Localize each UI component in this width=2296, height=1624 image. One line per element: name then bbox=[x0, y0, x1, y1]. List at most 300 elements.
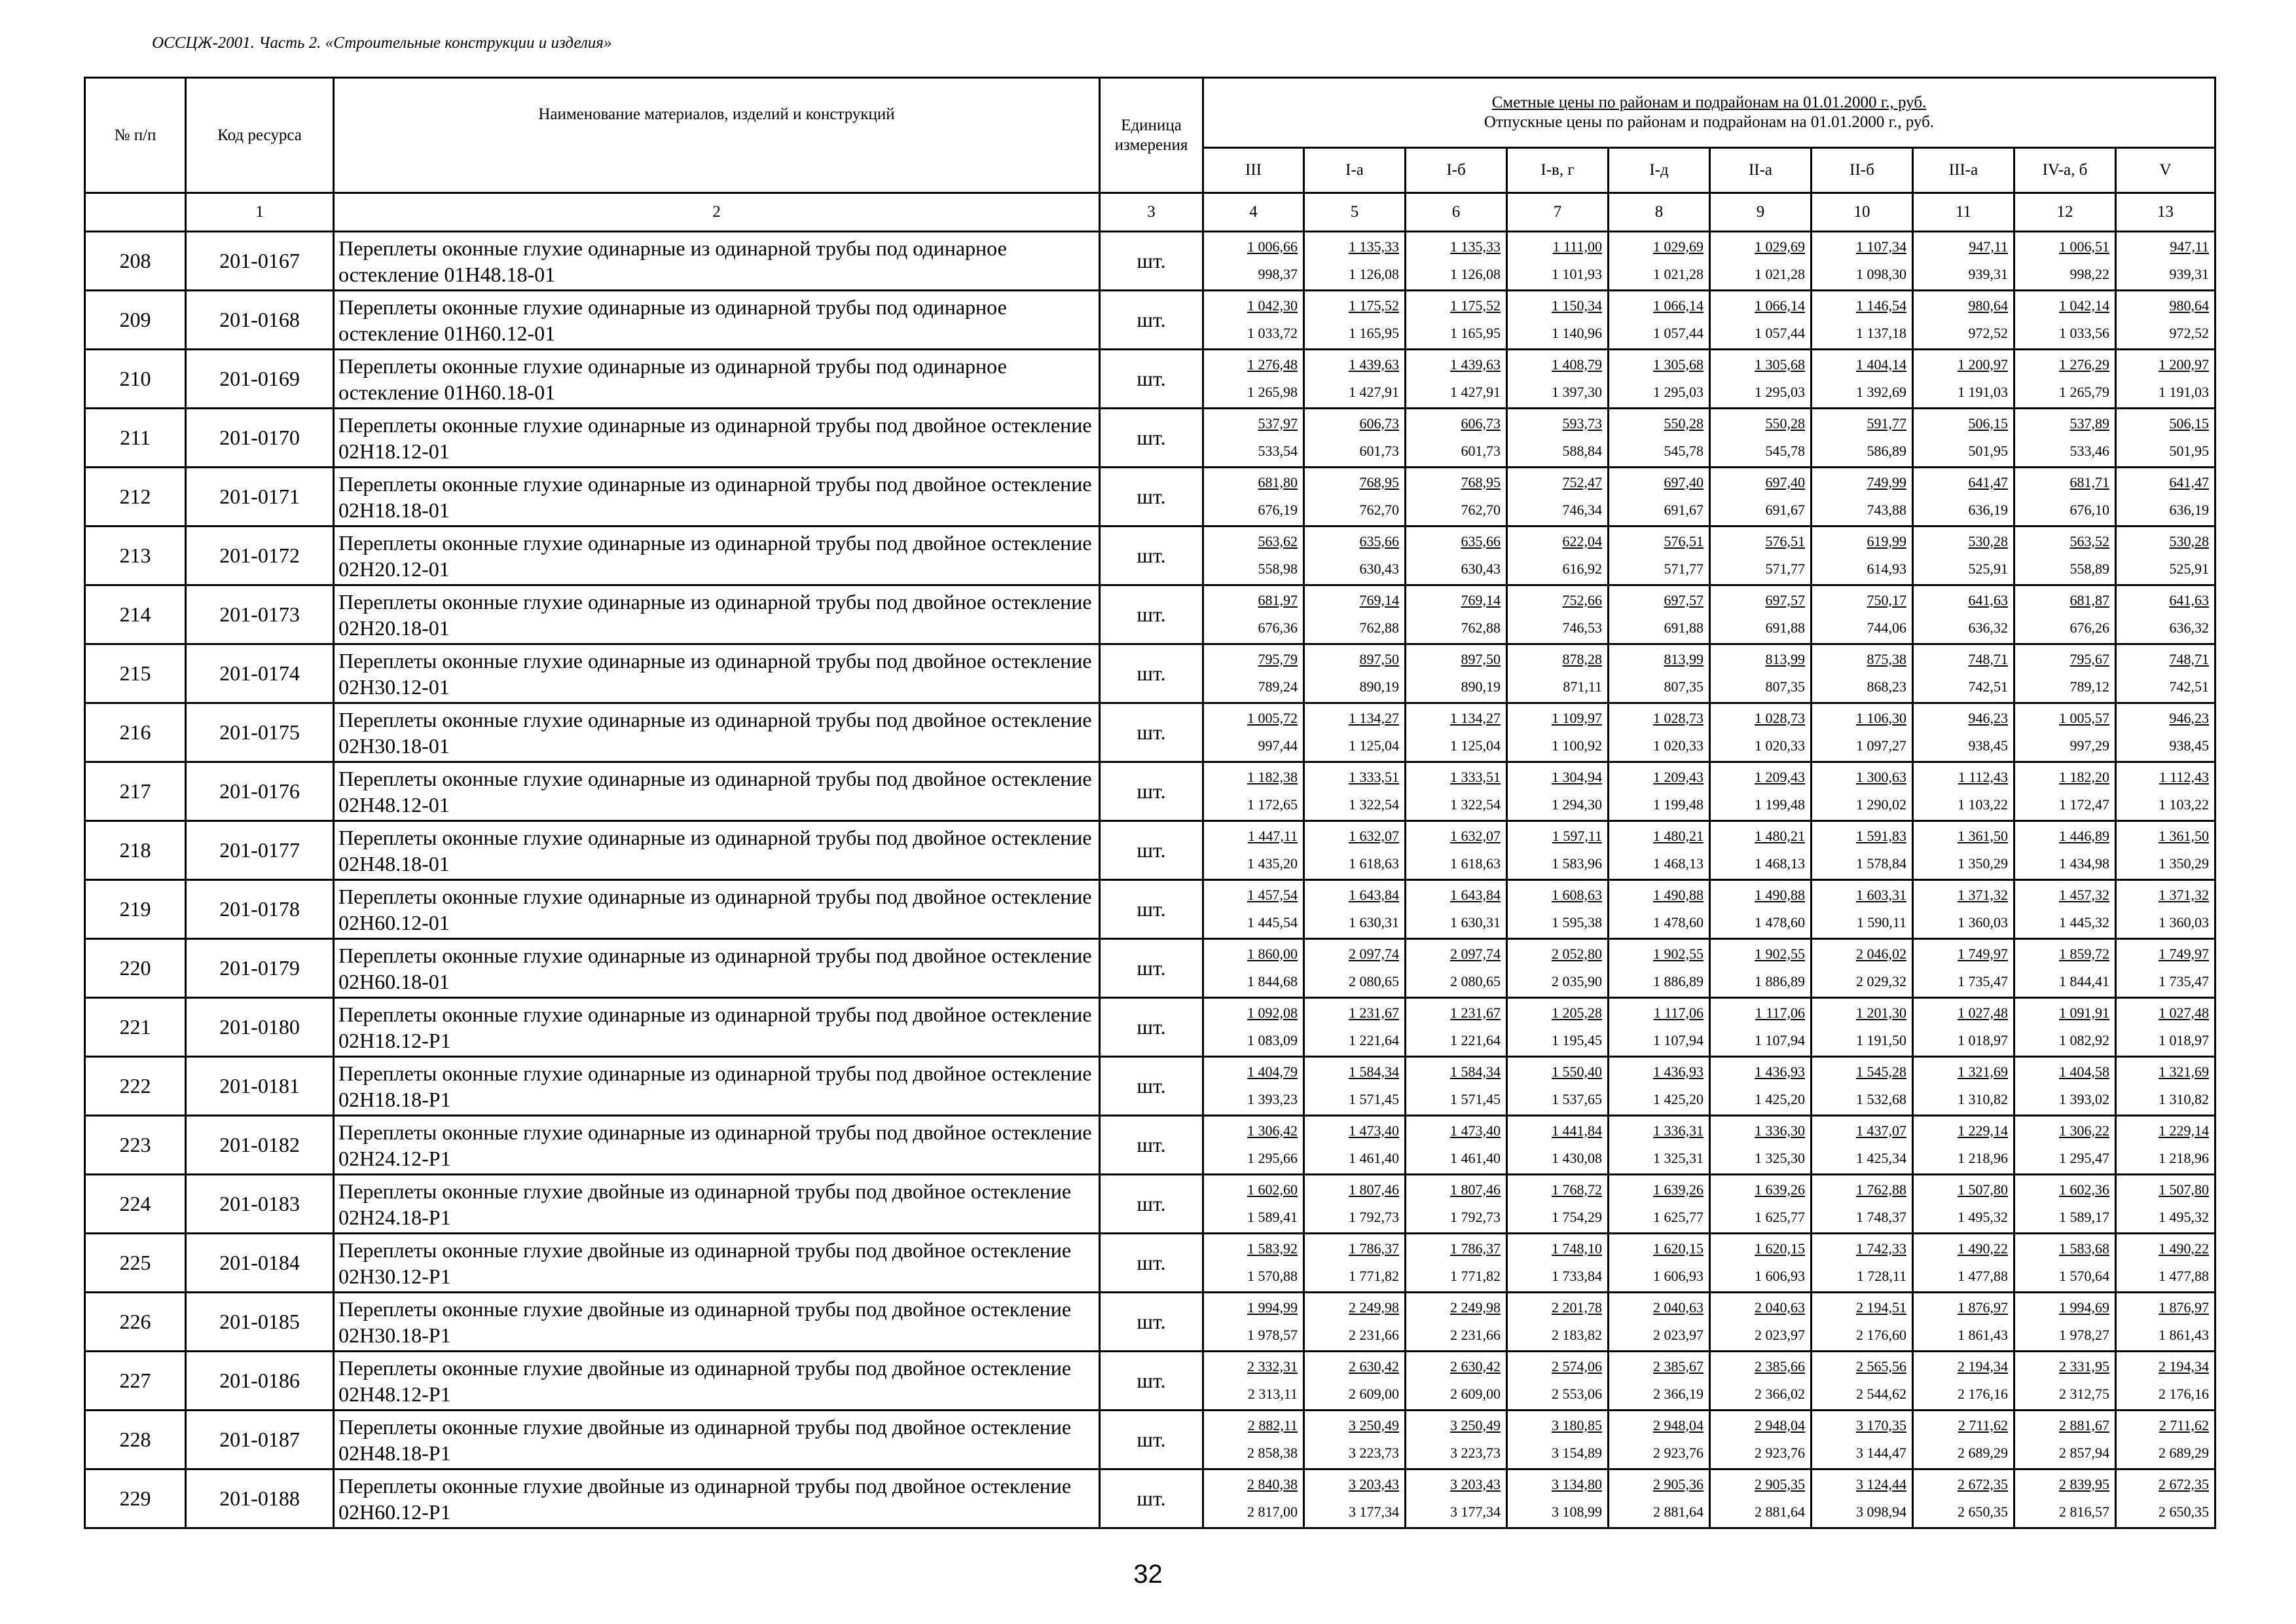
estimate-price: 1 106,30 bbox=[1856, 709, 1906, 726]
estimate-price: 1 602,60 bbox=[1247, 1181, 1298, 1198]
price-cell bbox=[1507, 1469, 1609, 1528]
row-number: 210 bbox=[85, 350, 186, 409]
price-cell bbox=[1304, 998, 1406, 1057]
estimate-price: 635,66 bbox=[1461, 532, 1501, 549]
release-price: 1 393,23 bbox=[1247, 1090, 1298, 1107]
release-price: 789,12 bbox=[2069, 678, 2109, 695]
estimate-price: 1 632,07 bbox=[1349, 827, 1399, 844]
resource-code: 201-0169 bbox=[186, 350, 334, 409]
unit: шт. bbox=[1100, 644, 1203, 703]
estimate-price: 2 574,06 bbox=[1552, 1357, 1602, 1375]
price-cell bbox=[1406, 1116, 1507, 1175]
estimate-price: 1 229,14 bbox=[2159, 1122, 2210, 1139]
release-price: 1 057,44 bbox=[1755, 324, 1805, 341]
release-price: 525,91 bbox=[2169, 560, 2210, 577]
release-price: 1 844,41 bbox=[2059, 972, 2109, 989]
price-cell bbox=[1812, 1234, 1913, 1293]
release-price: 1 165,95 bbox=[1450, 324, 1501, 341]
estimate-price: 576,51 bbox=[1765, 532, 1805, 549]
estimate-price: 1 994,69 bbox=[2059, 1299, 2109, 1316]
estimate-price: 750,17 bbox=[1867, 591, 1906, 608]
release-price: 558,89 bbox=[2069, 560, 2109, 577]
release-price: 1 477,88 bbox=[1958, 1267, 2008, 1284]
price-cell bbox=[1304, 1057, 1406, 1116]
estimate-price: 550,28 bbox=[1765, 415, 1805, 432]
price-cell bbox=[1203, 644, 1304, 703]
release-price: 938,45 bbox=[1968, 737, 2008, 754]
estimate-price: 1 209,43 bbox=[1653, 768, 1704, 785]
price-cell bbox=[1913, 291, 2014, 350]
estimate-price: 1 439,63 bbox=[1349, 356, 1399, 373]
estimate-price: 1 436,93 bbox=[1653, 1063, 1704, 1080]
item-name: Переплеты оконные глухие одинарные из одинарной трубы под двойное остекление 02Н18.18-01 bbox=[334, 468, 1100, 526]
price-cell bbox=[1304, 585, 1406, 644]
estimate-price: 2 194,34 bbox=[1958, 1357, 2008, 1375]
release-price: 1 425,20 bbox=[1653, 1090, 1704, 1107]
estimate-price: 1 643,84 bbox=[1349, 886, 1399, 903]
estimate-price: 641,63 bbox=[2169, 591, 2210, 608]
header-title-release: Отпускные цены по районам и подрайонам на 01.01.2000 г., руб. bbox=[1484, 113, 1935, 131]
price-cell bbox=[1710, 232, 1812, 291]
release-price: 601,73 bbox=[1359, 442, 1399, 459]
release-price: 1 978,57 bbox=[1247, 1326, 1298, 1343]
price-cell bbox=[1913, 703, 2014, 762]
unit: шт. bbox=[1100, 468, 1203, 526]
price-cell bbox=[2116, 409, 2215, 468]
price-cell bbox=[2014, 526, 2116, 585]
estimate-price: 1 608,63 bbox=[1552, 886, 1602, 903]
row-number: 208 bbox=[85, 232, 186, 291]
estimate-price: 591,77 bbox=[1867, 415, 1906, 432]
release-price: 1 021,28 bbox=[1755, 265, 1805, 282]
item-name: Переплеты оконные глухие одинарные из одинарной трубы под двойное остекление 02Н60.18-01 bbox=[334, 939, 1100, 998]
estimate-price: 1 305,68 bbox=[1653, 356, 1704, 373]
release-price: 525,91 bbox=[1968, 560, 2008, 577]
release-price: 2 176,16 bbox=[2159, 1385, 2210, 1402]
price-cell bbox=[2116, 1352, 2215, 1411]
price-cell bbox=[1304, 526, 1406, 585]
release-price: 2 923,76 bbox=[1755, 1444, 1805, 1461]
table-row bbox=[85, 350, 2215, 409]
price-cell bbox=[2116, 1116, 2215, 1175]
price-cell bbox=[1507, 880, 1609, 939]
column-number: 12 bbox=[2014, 193, 2116, 232]
release-price: 2 366,19 bbox=[1653, 1385, 1704, 1402]
release-price: 1 495,32 bbox=[1958, 1208, 2008, 1225]
release-price: 997,29 bbox=[2069, 737, 2109, 754]
release-price: 1 589,17 bbox=[2059, 1208, 2109, 1225]
price-cell bbox=[1203, 585, 1304, 644]
estimate-price: 813,99 bbox=[1664, 650, 1704, 667]
column-number: 11 bbox=[1913, 193, 2014, 232]
header-title-estimate: Сметные цены по районам и подрайонам на 01.01.2000 г., руб. bbox=[1491, 94, 1927, 111]
row-number: 224 bbox=[85, 1175, 186, 1234]
estimate-price: 1 473,40 bbox=[1349, 1122, 1399, 1139]
release-price: 868,23 bbox=[1867, 678, 1906, 695]
estimate-price: 1 457,32 bbox=[2059, 886, 2109, 903]
estimate-price: 749,99 bbox=[1867, 473, 1906, 490]
release-price: 1 728,11 bbox=[1856, 1267, 1906, 1284]
price-cell bbox=[1203, 468, 1304, 526]
price-cell bbox=[1304, 1411, 1406, 1469]
table-row bbox=[85, 939, 2215, 998]
price-cell bbox=[1913, 1293, 2014, 1352]
release-price: 1 265,98 bbox=[1247, 383, 1298, 400]
price-cell bbox=[1913, 762, 2014, 821]
price-cell bbox=[1304, 409, 1406, 468]
estimate-price: 1 107,34 bbox=[1856, 238, 1906, 255]
price-cell bbox=[1507, 350, 1609, 409]
release-price: 1 886,89 bbox=[1653, 972, 1704, 989]
price-cell bbox=[2116, 1057, 2215, 1116]
estimate-price: 2 882,11 bbox=[1247, 1416, 1298, 1433]
release-price: 2 858,38 bbox=[1247, 1444, 1298, 1461]
estimate-price: 1 231,67 bbox=[1450, 1004, 1501, 1021]
price-cell bbox=[2116, 1293, 2215, 1352]
unit: шт. bbox=[1100, 703, 1203, 762]
release-price: 1 199,48 bbox=[1653, 796, 1704, 813]
price-cell bbox=[1710, 821, 1812, 880]
price-cell bbox=[1812, 291, 1913, 350]
price-cell bbox=[1812, 762, 1913, 821]
price-cell bbox=[1913, 526, 2014, 585]
price-cell bbox=[1304, 644, 1406, 703]
price-cell bbox=[1609, 880, 1710, 939]
price-cell bbox=[2116, 880, 2215, 939]
estimate-price: 2 331,95 bbox=[2059, 1357, 2109, 1375]
price-cell bbox=[2116, 821, 2215, 880]
price-cell bbox=[1609, 1175, 1710, 1234]
price-cell bbox=[1913, 1469, 2014, 1528]
estimate-price: 769,14 bbox=[1461, 591, 1501, 608]
release-price: 807,35 bbox=[1664, 678, 1704, 695]
release-price: 1 020,33 bbox=[1755, 737, 1805, 754]
release-price: 1 590,11 bbox=[1856, 913, 1906, 931]
estimate-price: 2 672,35 bbox=[1958, 1475, 2008, 1492]
release-price: 1 172,65 bbox=[1247, 796, 1298, 813]
price-cell bbox=[1913, 880, 2014, 939]
price-cell bbox=[1913, 468, 2014, 526]
release-price: 614,93 bbox=[1867, 560, 1906, 577]
estimate-price: 1 490,88 bbox=[1653, 886, 1704, 903]
resource-code: 201-0177 bbox=[186, 821, 334, 880]
price-cell bbox=[1203, 1469, 1304, 1528]
estimate-price: 1 146,54 bbox=[1856, 297, 1906, 314]
price-cell bbox=[2116, 1175, 2215, 1234]
release-price: 630,43 bbox=[1359, 560, 1399, 577]
item-name: Переплеты оконные глухие одинарные из одинарной трубы под двойное остекление 02Н24.12-Р1 bbox=[334, 1116, 1100, 1175]
price-cell bbox=[1812, 998, 1913, 1057]
release-price: 2 553,06 bbox=[1552, 1385, 1602, 1402]
release-price: 1 172,47 bbox=[2059, 796, 2109, 813]
row-number: 212 bbox=[85, 468, 186, 526]
release-price: 1 140,96 bbox=[1552, 324, 1602, 341]
estimate-price: 1 439,63 bbox=[1450, 356, 1501, 373]
row-number: 219 bbox=[85, 880, 186, 939]
price-cell bbox=[1913, 939, 2014, 998]
release-price: 616,92 bbox=[1562, 560, 1602, 577]
item-name: Переплеты оконные глухие одинарные из одинарной трубы под двойное остекление 02Н18.12-01 bbox=[334, 409, 1100, 468]
release-price: 938,45 bbox=[2169, 737, 2210, 754]
price-cell bbox=[1710, 1234, 1812, 1293]
estimate-price: 563,52 bbox=[2069, 532, 2109, 549]
price-cell bbox=[2116, 1469, 2215, 1528]
estimate-price: 3 203,43 bbox=[1450, 1475, 1501, 1492]
release-price: 1 033,56 bbox=[2059, 324, 2109, 341]
unit: шт. bbox=[1100, 409, 1203, 468]
column-number: 7 bbox=[1507, 193, 1609, 232]
estimate-price: 2 565,56 bbox=[1856, 1357, 1906, 1375]
price-cell bbox=[1812, 409, 1913, 468]
release-price: 1 310,82 bbox=[1958, 1090, 2008, 1107]
estimate-price: 1 584,34 bbox=[1349, 1063, 1399, 1080]
estimate-price: 1 111,00 bbox=[1552, 238, 1602, 255]
price-cell bbox=[1406, 291, 1507, 350]
release-price: 890,19 bbox=[1359, 678, 1399, 695]
release-price: 533,46 bbox=[2069, 442, 2109, 459]
row-number: 222 bbox=[85, 1057, 186, 1116]
estimate-price: 1 135,33 bbox=[1349, 238, 1399, 255]
release-price: 636,19 bbox=[2169, 501, 2210, 518]
price-cell bbox=[1406, 409, 1507, 468]
price-cell bbox=[1203, 1411, 1304, 1469]
release-price: 2 029,32 bbox=[1856, 972, 1906, 989]
unit: шт. bbox=[1100, 526, 1203, 585]
estimate-price: 752,66 bbox=[1562, 591, 1602, 608]
estimate-price: 681,71 bbox=[2069, 473, 2109, 490]
estimate-price: 1 321,69 bbox=[2159, 1063, 2210, 1080]
estimate-price: 3 203,43 bbox=[1349, 1475, 1399, 1492]
item-name: Переплеты оконные глухие одинарные из одинарной трубы под двойное остекление 02Н20.12-01 bbox=[334, 526, 1100, 585]
price-cell bbox=[1304, 762, 1406, 821]
price-cell bbox=[1609, 1411, 1710, 1469]
resource-code: 201-0186 bbox=[186, 1352, 334, 1411]
price-cell bbox=[2116, 585, 2215, 644]
resource-code: 201-0167 bbox=[186, 232, 334, 291]
row-number: 213 bbox=[85, 526, 186, 585]
estimate-price: 1 112,43 bbox=[2159, 768, 2210, 785]
estimate-price: 530,28 bbox=[2169, 532, 2210, 549]
estimate-price: 1 550,40 bbox=[1552, 1063, 1602, 1080]
estimate-price: 506,15 bbox=[1968, 415, 2008, 432]
release-price: 2 023,97 bbox=[1755, 1326, 1805, 1343]
release-price: 2 176,16 bbox=[1958, 1385, 2008, 1402]
release-price: 2 183,82 bbox=[1552, 1326, 1602, 1343]
estimate-price: 1 994,99 bbox=[1247, 1299, 1298, 1316]
release-price: 1 018,97 bbox=[1958, 1031, 2008, 1048]
estimate-price: 1 005,72 bbox=[1247, 709, 1298, 726]
price-cell bbox=[1203, 821, 1304, 880]
estimate-price: 1 583,92 bbox=[1247, 1240, 1298, 1257]
price-cell bbox=[1913, 1175, 2014, 1234]
header-unit: Единица измерения bbox=[1100, 78, 1203, 193]
price-cell bbox=[2116, 291, 2215, 350]
table-row bbox=[85, 232, 2215, 291]
release-price: 1 618,63 bbox=[1349, 855, 1399, 872]
price-cell bbox=[1304, 1293, 1406, 1352]
price-cell bbox=[1609, 1057, 1710, 1116]
estimate-price: 2 332,31 bbox=[1247, 1357, 1298, 1375]
release-price: 3 154,89 bbox=[1552, 1444, 1602, 1461]
table-row bbox=[85, 880, 2215, 939]
row-number: 216 bbox=[85, 703, 186, 762]
estimate-price: 1 306,22 bbox=[2059, 1122, 2109, 1139]
estimate-price: 606,73 bbox=[1461, 415, 1501, 432]
row-number: 228 bbox=[85, 1411, 186, 1469]
release-price: 3 098,94 bbox=[1856, 1503, 1906, 1520]
price-cell bbox=[1913, 232, 2014, 291]
estimate-price: 697,40 bbox=[1664, 473, 1704, 490]
price-cell bbox=[1710, 1293, 1812, 1352]
estimate-price: 2 840,38 bbox=[1247, 1475, 1298, 1492]
estimate-price: 897,50 bbox=[1359, 650, 1399, 667]
release-price: 1 495,32 bbox=[2159, 1208, 2210, 1225]
item-name: Переплеты оконные глухие двойные из одинарной трубы под двойное остекление 02Н30.18-Р1 bbox=[334, 1293, 1100, 1352]
estimate-price: 1 112,43 bbox=[1958, 768, 2008, 785]
price-cell bbox=[2014, 291, 2116, 350]
unit: шт. bbox=[1100, 585, 1203, 644]
item-name: Переплеты оконные глухие одинарные из одинарной трубы под двойное остекление 02Н20.18-01 bbox=[334, 585, 1100, 644]
release-price: 1 771,82 bbox=[1349, 1267, 1399, 1284]
release-price: 1 583,96 bbox=[1552, 855, 1602, 872]
release-price: 1 265,79 bbox=[2059, 383, 2109, 400]
release-price: 1 360,03 bbox=[1958, 913, 2008, 931]
release-price: 636,32 bbox=[1968, 619, 2008, 636]
price-cell bbox=[1710, 350, 1812, 409]
estimate-price: 1 480,21 bbox=[1653, 827, 1704, 844]
row-number: 214 bbox=[85, 585, 186, 644]
price-cell bbox=[2116, 939, 2215, 998]
resource-code: 201-0168 bbox=[186, 291, 334, 350]
price-cell bbox=[1812, 585, 1913, 644]
price-cell bbox=[1710, 1352, 1812, 1411]
item-name: Переплеты оконные глухие одинарные из одинарной трубы под двойное остекление 02Н18.12-Р1 bbox=[334, 998, 1100, 1057]
item-name: Переплеты оконные глухие двойные из одинарной трубы под двойное остекление 02Н24.18-Р1 bbox=[334, 1175, 1100, 1234]
row-number: 220 bbox=[85, 939, 186, 998]
estimate-price: 946,23 bbox=[2169, 709, 2210, 726]
price-cell bbox=[2116, 468, 2215, 526]
row-number: 225 bbox=[85, 1234, 186, 1293]
item-name: Переплеты оконные глухие двойные из одинарной трубы под двойное остекление 02Н48.12-Р1 bbox=[334, 1352, 1100, 1411]
release-price: 1 097,27 bbox=[1856, 737, 1906, 754]
release-price: 1 886,89 bbox=[1755, 972, 1805, 989]
estimate-price: 2 905,36 bbox=[1653, 1475, 1704, 1492]
release-price: 1 295,66 bbox=[1247, 1149, 1298, 1166]
price-cell bbox=[1812, 1469, 1913, 1528]
price-cell bbox=[1507, 291, 1609, 350]
resource-code: 201-0179 bbox=[186, 939, 334, 998]
release-price: 3 223,73 bbox=[1450, 1444, 1501, 1461]
release-price: 2 609,00 bbox=[1349, 1385, 1399, 1402]
estimate-price: 1 336,31 bbox=[1653, 1122, 1704, 1139]
resource-code: 201-0173 bbox=[186, 585, 334, 644]
price-cell bbox=[1710, 1175, 1812, 1234]
estimate-price: 795,67 bbox=[2069, 650, 2109, 667]
estimate-price: 878,28 bbox=[1562, 650, 1602, 667]
unit: шт. bbox=[1100, 1469, 1203, 1528]
table-row bbox=[85, 644, 2215, 703]
estimate-price: 897,50 bbox=[1461, 650, 1501, 667]
price-cell bbox=[1609, 1116, 1710, 1175]
estimate-price: 2 052,80 bbox=[1552, 945, 1602, 962]
release-price: 1 606,93 bbox=[1653, 1267, 1704, 1284]
estimate-price: 697,57 bbox=[1664, 591, 1704, 608]
price-cell bbox=[1812, 703, 1913, 762]
unit: шт. bbox=[1100, 939, 1203, 998]
table-row bbox=[85, 1057, 2215, 1116]
price-cell bbox=[1406, 468, 1507, 526]
release-price: 742,51 bbox=[2169, 678, 2210, 695]
price-cell bbox=[1203, 880, 1304, 939]
price-cell bbox=[1304, 232, 1406, 291]
price-cell bbox=[1710, 1116, 1812, 1175]
estimate-price: 1 321,69 bbox=[1958, 1063, 2008, 1080]
price-cell bbox=[1812, 350, 1913, 409]
price-cell bbox=[1406, 1352, 1507, 1411]
release-price: 1 221,64 bbox=[1349, 1031, 1399, 1048]
price-cell bbox=[1913, 1411, 2014, 1469]
estimate-price: 795,79 bbox=[1258, 650, 1298, 667]
row-number: 215 bbox=[85, 644, 186, 703]
estimate-price: 1 408,79 bbox=[1552, 356, 1602, 373]
estimate-price: 1 361,50 bbox=[1958, 827, 2008, 844]
price-cell bbox=[1507, 939, 1609, 998]
table-row bbox=[85, 468, 2215, 526]
price-cell bbox=[2014, 468, 2116, 526]
estimate-price: 1 507,80 bbox=[2159, 1181, 2210, 1198]
column-number: 1 bbox=[186, 193, 334, 232]
estimate-price: 875,38 bbox=[1867, 650, 1906, 667]
estimate-price: 1 091,91 bbox=[2059, 1004, 2109, 1021]
price-cell bbox=[1203, 1116, 1304, 1175]
price-cell bbox=[1203, 409, 1304, 468]
release-price: 2 881,64 bbox=[1653, 1503, 1704, 1520]
price-cell bbox=[1507, 762, 1609, 821]
price-cell bbox=[1710, 1411, 1812, 1469]
item-name: Переплеты оконные глухие одинарные из одинарной трубы под двойное остекление 02Н48.18-01 bbox=[334, 821, 1100, 880]
estimate-price: 1 404,79 bbox=[1247, 1063, 1298, 1080]
column-number: 6 bbox=[1406, 193, 1507, 232]
resource-code: 201-0180 bbox=[186, 998, 334, 1057]
estimate-price: 1 304,94 bbox=[1552, 768, 1602, 785]
price-cell bbox=[1507, 232, 1609, 291]
release-price: 1 630,31 bbox=[1349, 913, 1399, 931]
release-price: 2 544,62 bbox=[1856, 1385, 1906, 1402]
release-price: 1 532,68 bbox=[1856, 1090, 1906, 1107]
price-cell bbox=[1913, 1234, 2014, 1293]
price-cell bbox=[2014, 703, 2116, 762]
release-price: 601,73 bbox=[1461, 442, 1501, 459]
price-cell bbox=[1913, 350, 2014, 409]
estimate-price: 1 042,14 bbox=[2059, 297, 2109, 314]
estimate-price: 1 028,73 bbox=[1653, 709, 1704, 726]
release-price: 558,98 bbox=[1258, 560, 1298, 577]
release-price: 1 125,04 bbox=[1349, 737, 1399, 754]
estimate-price: 1 507,80 bbox=[1958, 1181, 2008, 1198]
release-price: 691,88 bbox=[1664, 619, 1704, 636]
estimate-price: 1 006,66 bbox=[1247, 238, 1298, 255]
estimate-price: 681,80 bbox=[1258, 473, 1298, 490]
row-number: 229 bbox=[85, 1469, 186, 1528]
estimate-price: 1 300,63 bbox=[1856, 768, 1906, 785]
price-cell bbox=[1406, 1234, 1507, 1293]
estimate-price: 1 109,97 bbox=[1552, 709, 1602, 726]
estimate-price: 1 201,30 bbox=[1856, 1004, 1906, 1021]
estimate-price: 593,73 bbox=[1562, 415, 1602, 432]
release-price: 1 350,29 bbox=[2159, 855, 2210, 872]
column-number: 10 bbox=[1812, 193, 1913, 232]
table-row bbox=[85, 703, 2215, 762]
